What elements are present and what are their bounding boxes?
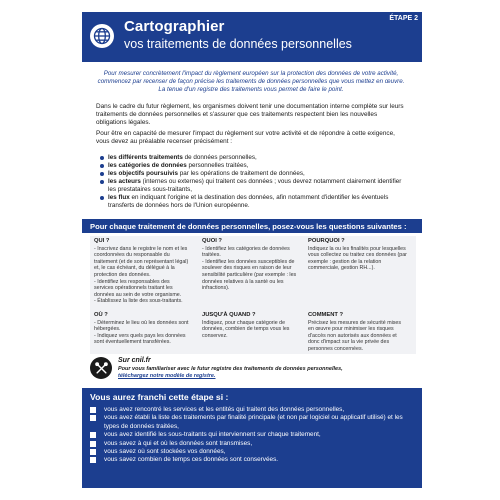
cnil-resource — [90, 357, 416, 383]
bullet-item: les différents traitements de données personnelles, — [100, 154, 406, 162]
question-until-when: JUSQU'À QUAND ? Indiquez, pour chaque catégorie de données, combien de temps vous les conservez. — [202, 312, 290, 339]
header-banner — [82, 12, 422, 62]
page-title: Cartographier — [124, 18, 225, 35]
question-why: POURQUOI ? Indiquez la ou les finalités pour lesquelles vous collectez ou traitez ces données (par exemple : gestion de la relation commerciale, gestion RH...). — [308, 238, 407, 272]
paragraph-2: Pour être en capacité de mesurer l'impact du règlement sur votre activité et de répondre à cette exigence, vous devez au préalable recenser précisément : — [96, 130, 395, 146]
checkbox[interactable] — [90, 441, 96, 447]
checklist-item: vous savez à qui et où les données sont transmises, — [90, 440, 414, 448]
questions-heading: Pour chaque traitement de données personnelles, posez-vous les questions suivantes : — [82, 219, 422, 233]
bullet-item: les objectifs poursuivis par les opérations de traitement de données, — [100, 170, 406, 178]
checkbox[interactable] — [90, 432, 96, 438]
bullet-item: les flux en indiquant l'origine et la destination des données, afin notamment d'identifier les éventuels transferts de données hors de l'Union européenne. — [100, 194, 406, 210]
cnil-description: Pour vous familiariser avec le futur registre des traitements de données personnelles, — [118, 366, 343, 372]
bullet-item: les acteurs (internes ou externes) qui traitent ces données ; vous devrez notamment clairement identifier les prestataires sous-traitants, — [100, 178, 406, 194]
paragraph-1: Dans le cadre du futur règlement, les organismes doivent tenir une documentation interne complète sur leurs traitements de données personnelles et s'assurer que ces traitements respectent bien les nouvelles obligations légales. — [96, 103, 404, 127]
checklist-item: vous avez identifié les sous-traitants qui interviennent sur chaque traitement, — [90, 431, 414, 439]
question-who: QUI ? - Inscrivez dans le registre le nom et les coordonnées du responsable du traitement (et de son représentant légal) et, le cas échéant, du délégué à la protection des données. - Identifiez les responsables des services opérationnels traitant les données au sein de votre organisme. - Établissez la liste des sous-traitants. — [94, 238, 189, 305]
questions-grid — [90, 236, 416, 354]
bullet-item: les catégories de données personnelles traitées, — [100, 162, 406, 170]
download-register-link[interactable]: téléchargez notre modèle de registre. — [118, 373, 216, 379]
question-what: QUOI ? - Identifiez les catégories de données traitées. - Identifiez les données susceptibles de soulever des risques en raison de leur sensibilité particulière (par exemple : les données relatives à la santé ou les infractions). — [202, 238, 297, 292]
intro-text: Pour mesurer concrètement l'impact du règlement européen sur la protection des données de votre activité, commencez par recenser de façon précise les traitements de données personnelles que vous mettez en œuvre. La tenue d'un registre des traitements vous permet de faire le point. — [97, 70, 405, 93]
globe-icon — [90, 24, 114, 48]
bullet-list — [100, 154, 406, 210]
checklist-items — [90, 406, 414, 465]
page-subtitle: vos traitements de données personnelles — [124, 37, 352, 51]
step-badge: ÉTAPE 2 — [389, 15, 418, 22]
checkbox[interactable] — [90, 457, 96, 463]
checklist-title: Vous aurez franchi cette étape si : — [90, 392, 229, 402]
checkbox[interactable] — [90, 407, 96, 413]
question-how: COMMENT ? Précisez les mesures de sécurité mises en œuvre pour minimiser les risques d'accès non autorisés aux données et donc d'impact sur la vie privée des personnes concernées. — [308, 312, 402, 352]
checkbox[interactable] — [90, 449, 96, 455]
checklist-item: vous avez établi la liste des traitements par finalité principale (et non par logiciel ou applicatif utilisé) et les types de données traitées, — [90, 414, 414, 431]
checklist-item: vous savez combien de temps ces données sont conservées. — [90, 456, 414, 464]
checklist-box — [82, 388, 422, 488]
checkbox[interactable] — [90, 415, 96, 421]
tools-icon — [90, 357, 112, 379]
checklist-item: vous avez rencontré les services et les entités qui traitent des données personnelles, — [90, 406, 414, 414]
question-where: OÙ ? - Déterminez le lieu où les données sont hébergées. - Indiquez vers quels pays les données sont éventuellement transférées. — [94, 312, 189, 346]
cnil-site-label: Sur cnil.fr — [118, 357, 151, 364]
checklist-item: vous savez où sont stockées vos données, — [90, 448, 414, 456]
